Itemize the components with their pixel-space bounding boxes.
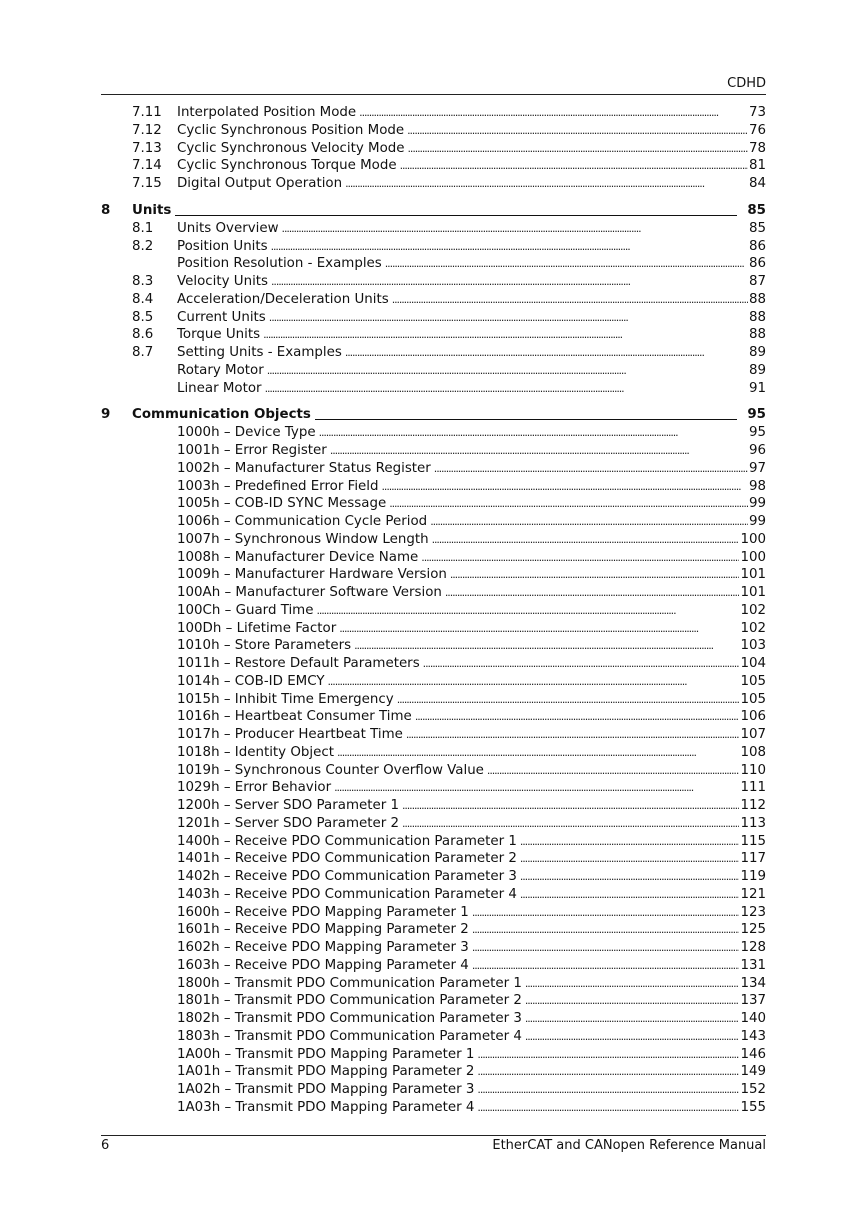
toc-entry-page: 89 bbox=[748, 345, 766, 360]
footer-page-number: 6 bbox=[101, 1138, 110, 1153]
toc-entry-page: 78 bbox=[748, 140, 766, 156]
toc-entry-page: 88 bbox=[748, 291, 766, 307]
chapter-rule bbox=[175, 202, 737, 216]
toc-entry[interactable] bbox=[101, 939, 766, 957]
toc-entry-page: 125 bbox=[740, 922, 766, 938]
table-of-contents bbox=[101, 104, 766, 1117]
dot-leader bbox=[520, 886, 740, 904]
toc-section-7-entries bbox=[101, 104, 766, 193]
toc-entry[interactable] bbox=[101, 975, 766, 993]
toc-entry-title: Linear Motor bbox=[177, 380, 262, 396]
dot-leader bbox=[282, 220, 748, 238]
toc-entry[interactable] bbox=[101, 175, 766, 193]
dot-leader bbox=[389, 495, 748, 513]
toc-entry[interactable] bbox=[101, 815, 766, 833]
dot-leader bbox=[319, 424, 748, 442]
dot-leader bbox=[267, 362, 748, 380]
toc-entry-page: 73 bbox=[748, 105, 766, 120]
chapter-page: 95 bbox=[747, 407, 766, 423]
toc-entry-number: 7.12 bbox=[132, 122, 162, 138]
dot-leader bbox=[520, 833, 740, 851]
toc-entry[interactable] bbox=[101, 744, 766, 762]
toc-entry[interactable] bbox=[101, 140, 766, 158]
toc-entry-title: 1A00h – Transmit PDO Mapping Parameter 1 bbox=[177, 1046, 475, 1062]
toc-entry-number: 8.1 bbox=[132, 220, 154, 236]
page-footer bbox=[101, 1135, 766, 1156]
toc-entry[interactable] bbox=[101, 1028, 766, 1046]
toc-entry[interactable] bbox=[101, 868, 766, 886]
dot-leader bbox=[477, 1063, 739, 1081]
dot-leader bbox=[525, 1028, 740, 1046]
toc-entry-page: 152 bbox=[740, 1082, 766, 1097]
chapter-rule bbox=[315, 406, 737, 420]
page-header bbox=[101, 76, 766, 95]
toc-entry-title: Velocity Units bbox=[177, 274, 269, 289]
toc-entry-title: Cyclic Synchronous Torque Mode bbox=[177, 158, 397, 174]
toc-entry[interactable] bbox=[101, 460, 766, 478]
toc-entry-title: 1200h – Server SDO Parameter 1 bbox=[177, 798, 399, 813]
dot-leader bbox=[477, 1099, 739, 1117]
toc-entry-page: 102 bbox=[740, 620, 766, 636]
toc-entry-page: 81 bbox=[748, 158, 766, 174]
toc-entry-title: 1015h – Inhibit Time Emergency bbox=[177, 691, 394, 707]
toc-entry[interactable] bbox=[101, 992, 766, 1010]
toc-entry[interactable] bbox=[101, 602, 766, 620]
dot-leader bbox=[472, 921, 740, 939]
toc-entry-title: Cyclic Synchronous Velocity Mode bbox=[177, 140, 405, 156]
toc-entry-title: Digital Output Operation bbox=[177, 176, 343, 191]
toc-entry[interactable] bbox=[101, 673, 766, 691]
dot-leader bbox=[330, 442, 748, 460]
dot-leader bbox=[271, 273, 748, 291]
toc-entry-page: 89 bbox=[748, 362, 766, 378]
dot-leader bbox=[337, 744, 739, 762]
toc-entry-page: 113 bbox=[740, 815, 766, 831]
dot-leader bbox=[520, 850, 740, 868]
toc-entry-page: 143 bbox=[740, 1028, 766, 1044]
toc-entry-page: 112 bbox=[740, 798, 766, 813]
toc-entry-page: 128 bbox=[740, 940, 766, 955]
toc-entry-title: 1401h – Receive PDO Communication Parameter 2 bbox=[177, 851, 517, 867]
toc-entry-number: 8.5 bbox=[132, 309, 154, 325]
toc-entry-title: 1802h – Transmit PDO Communication Parameter 3 bbox=[177, 1011, 522, 1026]
toc-entry-title: 1018h – Identity Object bbox=[177, 744, 334, 760]
toc-entry[interactable] bbox=[101, 255, 766, 273]
toc-entry-page: 146 bbox=[740, 1046, 766, 1062]
toc-entry-page: 111 bbox=[740, 780, 766, 796]
toc-entry-title: 1601h – Receive PDO Mapping Parameter 2 bbox=[177, 922, 469, 938]
toc-entry[interactable] bbox=[101, 797, 766, 815]
dot-leader bbox=[359, 104, 748, 122]
dot-leader bbox=[316, 602, 739, 620]
toc-entry-page: 101 bbox=[740, 585, 766, 600]
toc-entry[interactable] bbox=[101, 921, 766, 939]
dot-leader bbox=[385, 255, 748, 273]
toc-entry[interactable] bbox=[101, 691, 766, 709]
toc-entry-title: 1001h – Error Register bbox=[177, 443, 327, 458]
toc-entry-page: 102 bbox=[740, 602, 766, 618]
toc-entry[interactable] bbox=[101, 513, 766, 531]
toc-entry[interactable] bbox=[101, 1010, 766, 1028]
toc-entry-page: 119 bbox=[740, 869, 766, 884]
dot-leader bbox=[472, 904, 740, 922]
toc-entry-title: 1009h – Manufacturer Hardware Version bbox=[177, 567, 447, 583]
toc-entry[interactable] bbox=[101, 726, 766, 744]
toc-entry-title: Current Units bbox=[177, 309, 266, 325]
toc-chapter-8-entries bbox=[101, 220, 766, 398]
toc-entry-title: 1800h – Transmit PDO Communication Parameter 1 bbox=[177, 975, 522, 991]
toc-entry-title: 1006h – Communication Cycle Period bbox=[177, 514, 428, 529]
toc-entry-page: 137 bbox=[740, 993, 766, 1009]
toc-entry-page: 100 bbox=[740, 531, 766, 547]
toc-entry-page: 104 bbox=[740, 656, 766, 671]
toc-entry[interactable] bbox=[101, 273, 766, 291]
toc-entry-page: 88 bbox=[748, 327, 766, 343]
toc-entry[interactable] bbox=[101, 957, 766, 975]
toc-entry[interactable] bbox=[101, 238, 766, 256]
toc-entry[interactable] bbox=[101, 495, 766, 513]
toc-entry-page: 87 bbox=[748, 274, 766, 289]
toc-entry-title: 1029h – Error Behavior bbox=[177, 780, 332, 796]
toc-entry-title: 100Dh – Lifetime Factor bbox=[177, 620, 337, 636]
toc-entry[interactable] bbox=[101, 326, 766, 344]
toc-entry[interactable] bbox=[101, 850, 766, 868]
dot-leader bbox=[271, 238, 748, 256]
toc-entry-page: 117 bbox=[740, 851, 766, 867]
dot-leader bbox=[434, 460, 748, 478]
toc-entry-page: 97 bbox=[748, 460, 766, 476]
toc-entry[interactable] bbox=[101, 344, 766, 362]
toc-entry[interactable] bbox=[101, 220, 766, 238]
toc-entry[interactable] bbox=[101, 566, 766, 584]
chapter-number: 8 bbox=[101, 202, 111, 218]
toc-entry-title: 1000h – Device Type bbox=[177, 425, 316, 441]
toc-entry[interactable] bbox=[101, 309, 766, 327]
dot-leader bbox=[345, 175, 748, 193]
dot-leader bbox=[397, 691, 740, 709]
dot-leader bbox=[472, 957, 740, 975]
dot-leader bbox=[407, 122, 748, 140]
toc-entry-page: 155 bbox=[740, 1099, 766, 1115]
toc-entry[interactable] bbox=[101, 549, 766, 567]
toc-entry[interactable] bbox=[101, 122, 766, 140]
toc-entry-title: 1014h – COB-ID EMCY bbox=[177, 673, 325, 689]
dot-leader bbox=[430, 513, 748, 531]
toc-entry[interactable] bbox=[101, 531, 766, 549]
toc-entry-page: 106 bbox=[740, 709, 766, 725]
toc-entry-number: 7.14 bbox=[132, 158, 162, 174]
dot-leader bbox=[328, 673, 740, 691]
toc-entry-title: Position Units bbox=[177, 238, 268, 254]
toc-entry-page: 105 bbox=[740, 673, 766, 689]
dot-leader bbox=[406, 726, 740, 744]
toc-entry[interactable] bbox=[101, 904, 766, 922]
dot-leader bbox=[477, 1081, 739, 1099]
toc-entry-page: 85 bbox=[748, 220, 766, 236]
toc-entry[interactable] bbox=[101, 104, 766, 122]
toc-entry-page: 100 bbox=[740, 549, 766, 565]
toc-entry-page: 110 bbox=[740, 762, 766, 778]
toc-entry-title: 1010h – Store Parameters bbox=[177, 638, 352, 654]
toc-entry-title: 1007h – Synchronous Window Length bbox=[177, 531, 429, 547]
toc-entry-number: 8.4 bbox=[132, 291, 154, 307]
toc-entry-title: 1011h – Restore Default Parameters bbox=[177, 656, 420, 671]
toc-chapter-9-heading[interactable] bbox=[101, 406, 766, 424]
toc-entry-title: 1A03h – Transmit PDO Mapping Parameter 4 bbox=[177, 1099, 475, 1115]
toc-entry-page: 115 bbox=[740, 833, 766, 849]
toc-entry-title: 1A02h – Transmit PDO Mapping Parameter 3 bbox=[177, 1082, 475, 1097]
toc-entry-page: 103 bbox=[740, 638, 766, 654]
toc-entry-title: Position Resolution - Examples bbox=[177, 256, 382, 272]
dot-leader bbox=[339, 620, 739, 638]
toc-entry-title: 1005h – COB-ID SYNC Message bbox=[177, 496, 387, 512]
dot-leader bbox=[400, 157, 748, 175]
toc-entry-title: 1002h – Manufacturer Status Register bbox=[177, 460, 431, 476]
dot-leader bbox=[382, 478, 748, 496]
footer-manual-title: EtherCAT and CANopen Reference Manual bbox=[492, 1138, 766, 1153]
dot-leader bbox=[445, 584, 740, 602]
toc-entry[interactable] bbox=[101, 1099, 766, 1117]
toc-entry-page: 98 bbox=[748, 478, 766, 494]
chapter-page: 85 bbox=[747, 202, 766, 218]
toc-entry-number: 7.15 bbox=[132, 176, 162, 191]
toc-entry-page: 99 bbox=[748, 496, 766, 512]
toc-entry-page: 121 bbox=[740, 886, 766, 902]
toc-entry-title: 100Ch – Guard Time bbox=[177, 602, 314, 618]
toc-entry-number: 8.6 bbox=[132, 327, 154, 343]
toc-entry-page: 88 bbox=[748, 309, 766, 325]
toc-entry-title: Torque Units bbox=[177, 327, 261, 343]
dot-leader bbox=[402, 797, 739, 815]
toc-entry-page: 140 bbox=[740, 1011, 766, 1026]
toc-entry-number: 8.2 bbox=[132, 238, 154, 254]
toc-entry[interactable] bbox=[101, 620, 766, 638]
toc-entry[interactable] bbox=[101, 442, 766, 460]
toc-entry-title: 1803h – Transmit PDO Communication Parameter 4 bbox=[177, 1028, 522, 1044]
toc-entry[interactable] bbox=[101, 833, 766, 851]
toc-entry-title: Setting Units - Examples bbox=[177, 345, 342, 360]
toc-entry-page: 149 bbox=[740, 1064, 766, 1080]
toc-entry[interactable] bbox=[101, 779, 766, 797]
dot-leader bbox=[487, 762, 740, 780]
toc-entry-page: 108 bbox=[740, 744, 766, 760]
toc-entry-title: 1402h – Receive PDO Communication Parameter 3 bbox=[177, 869, 517, 884]
chapter-title: Communication Objects bbox=[132, 407, 311, 423]
dot-leader bbox=[392, 291, 748, 309]
toc-entry-page: 101 bbox=[740, 567, 766, 583]
dot-leader bbox=[354, 637, 739, 655]
toc-entry-page: 95 bbox=[748, 425, 766, 441]
toc-entry-page: 96 bbox=[748, 443, 766, 458]
toc-chapter-9-entries bbox=[101, 424, 766, 1116]
toc-entry-title: 100Ah – Manufacturer Software Version bbox=[177, 585, 442, 600]
toc-entry-page: 105 bbox=[740, 691, 766, 707]
toc-entry[interactable] bbox=[101, 362, 766, 380]
toc-entry-title: Units Overview bbox=[177, 220, 279, 236]
toc-entry-page: 84 bbox=[748, 176, 766, 191]
toc-entry-title: 1019h – Synchronous Counter Overflow Value bbox=[177, 762, 484, 778]
toc-entry[interactable] bbox=[101, 1046, 766, 1064]
toc-entry-title: 1A01h – Transmit PDO Mapping Parameter 2 bbox=[177, 1064, 475, 1080]
dot-leader bbox=[334, 779, 739, 797]
toc-entry-page: 107 bbox=[740, 727, 766, 742]
toc-entry[interactable] bbox=[101, 655, 766, 673]
toc-entry-title: 1602h – Receive PDO Mapping Parameter 3 bbox=[177, 940, 469, 955]
toc-entry-page: 131 bbox=[740, 957, 766, 973]
dot-leader bbox=[265, 380, 748, 398]
toc-entry-title: 1016h – Heartbeat Consumer Time bbox=[177, 709, 412, 725]
toc-entry-number: 8.3 bbox=[132, 274, 154, 289]
toc-entry-title: Interpolated Position Mode bbox=[177, 105, 357, 120]
toc-entry[interactable] bbox=[101, 380, 766, 398]
toc-entry-page: 99 bbox=[748, 514, 766, 529]
toc-entry-title: 1008h – Manufacturer Device Name bbox=[177, 549, 419, 565]
toc-entry-title: 1400h – Receive PDO Communication Parameter 1 bbox=[177, 833, 517, 849]
toc-entry[interactable] bbox=[101, 762, 766, 780]
toc-entry[interactable] bbox=[101, 478, 766, 496]
toc-entry-number: 7.13 bbox=[132, 140, 162, 156]
dot-leader bbox=[269, 309, 748, 327]
toc-entry-page: 86 bbox=[748, 238, 766, 254]
toc-entry[interactable] bbox=[101, 584, 766, 602]
toc-entry-page: 134 bbox=[740, 975, 766, 991]
toc-entry-page: 123 bbox=[740, 904, 766, 920]
toc-entry-title: 1003h – Predefined Error Field bbox=[177, 478, 379, 494]
chapter-number: 9 bbox=[101, 407, 111, 423]
dot-leader bbox=[525, 975, 740, 993]
toc-entry[interactable] bbox=[101, 886, 766, 904]
toc-entry[interactable] bbox=[101, 157, 766, 175]
dot-leader bbox=[402, 815, 739, 833]
toc-entry[interactable] bbox=[101, 291, 766, 309]
header-product-name: CDHD bbox=[727, 76, 766, 91]
toc-entry-page: 91 bbox=[748, 380, 766, 396]
dot-leader bbox=[415, 708, 740, 726]
toc-entry-title: 1600h – Receive PDO Mapping Parameter 1 bbox=[177, 904, 469, 920]
toc-entry[interactable] bbox=[101, 637, 766, 655]
toc-entry-title: Cyclic Synchronous Position Mode bbox=[177, 122, 405, 138]
dot-leader bbox=[432, 531, 740, 549]
toc-entry-number: 7.11 bbox=[132, 105, 162, 120]
toc-entry[interactable] bbox=[101, 708, 766, 726]
dot-leader bbox=[423, 655, 740, 673]
dot-leader bbox=[408, 140, 748, 158]
toc-entry-title: Acceleration/Deceleration Units bbox=[177, 291, 389, 307]
dot-leader bbox=[450, 566, 740, 584]
dot-leader bbox=[421, 549, 739, 567]
toc-chapter-8-heading[interactable] bbox=[101, 202, 766, 220]
toc-entry-number: 8.7 bbox=[132, 345, 154, 360]
dot-leader bbox=[477, 1046, 739, 1064]
toc-entry[interactable] bbox=[101, 424, 766, 442]
dot-leader bbox=[520, 868, 740, 886]
toc-entry-title: 1201h – Server SDO Parameter 2 bbox=[177, 815, 399, 831]
dot-leader bbox=[525, 1010, 740, 1028]
dot-leader bbox=[345, 344, 748, 362]
toc-entry[interactable] bbox=[101, 1081, 766, 1099]
toc-entry-title: 1801h – Transmit PDO Communication Parameter 2 bbox=[177, 993, 522, 1009]
dot-leader bbox=[472, 939, 740, 957]
dot-leader bbox=[525, 992, 740, 1010]
toc-entry-title: 1403h – Receive PDO Communication Parameter 4 bbox=[177, 886, 517, 902]
dot-leader bbox=[263, 326, 748, 344]
toc-entry[interactable] bbox=[101, 1063, 766, 1081]
chapter-title: Units bbox=[132, 202, 172, 218]
toc-entry-page: 86 bbox=[748, 256, 766, 272]
toc-entry-page: 76 bbox=[748, 122, 766, 138]
toc-entry-title: 1017h – Producer Heartbeat Time bbox=[177, 727, 403, 742]
toc-entry-title: Rotary Motor bbox=[177, 362, 264, 378]
toc-entry-title: 1603h – Receive PDO Mapping Parameter 4 bbox=[177, 957, 469, 973]
